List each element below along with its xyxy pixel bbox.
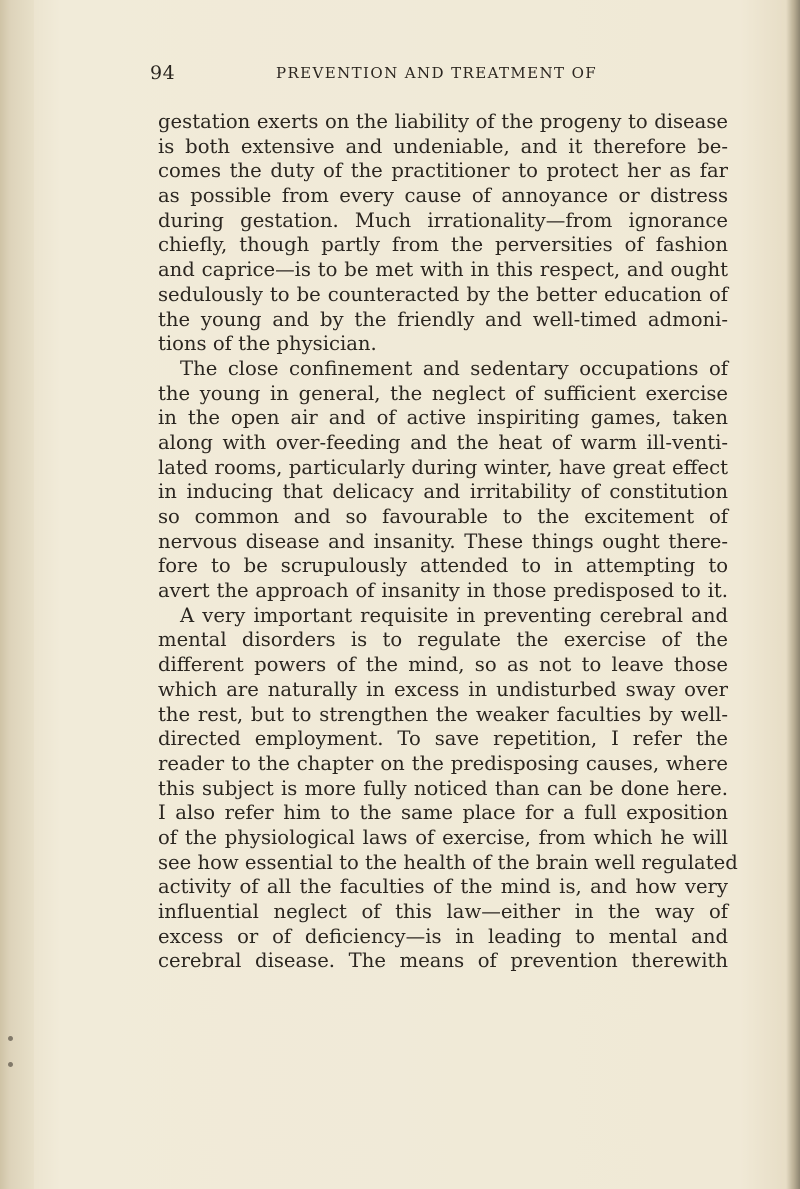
text-line: along with over-feeding and the heat of warm ill-venti- xyxy=(158,430,728,454)
text-line: chiefly, though partly from the perversities of fashion xyxy=(158,233,728,257)
text-line: mental disorders is to regulate the exercise of the xyxy=(158,628,728,652)
margin-mark xyxy=(8,1062,13,1067)
page-number: 94 xyxy=(150,62,176,84)
text-line: nervous disease and insanity. These things ought there- xyxy=(158,529,728,553)
page-gutter xyxy=(0,0,34,1189)
text-line: influential neglect of this law—either in the way of xyxy=(158,900,728,923)
text-line: excess or of deficiency—is in leading to mental and xyxy=(158,924,728,948)
text-line: in the open air and of active inspiriting games, taken xyxy=(158,406,728,430)
body-text xyxy=(158,110,738,974)
text-line: which are naturally in excess in undisturbed sway over xyxy=(158,677,728,701)
text-line: reader to the chapter on the predisposing causes, where xyxy=(158,751,728,775)
text-line: comes the duty of the practitioner to protect her as far xyxy=(158,159,728,183)
text-line: during gestation. Much irrationality—from ignorance xyxy=(158,208,728,232)
text-line: of the physiological laws of exercise, from which he will xyxy=(158,825,728,849)
text-line: as possible from every cause of annoyance or distress xyxy=(158,184,728,208)
margin-mark xyxy=(8,1036,13,1041)
page-header xyxy=(150,62,730,86)
text-line: I also refer him to the same place for a full exposition xyxy=(158,801,728,825)
text-line: tions of the physician. xyxy=(158,332,377,356)
text-line: is both extensive and undeniable, and it therefore be- xyxy=(158,134,728,158)
text-line: and caprice—is to be met with in this respect, and ought xyxy=(158,258,728,282)
text-line: see how essential to the health of the brain well regulated xyxy=(158,850,738,874)
text-line: fore to be scrupulously attended to in attempting to xyxy=(158,554,728,578)
text-line: The close confinement and sedentary occupations of xyxy=(180,356,728,380)
text-line: sedulously to be counteracted by the better education of xyxy=(158,282,728,306)
text-line: so common and so favourable to the excitement of xyxy=(158,505,728,528)
text-line: cerebral disease. The means of prevention therewith xyxy=(158,949,728,973)
text-line: lated rooms, particularly during winter, have great effect xyxy=(158,455,728,479)
text-line: in inducing that delicacy and irritability of constitution xyxy=(158,480,728,504)
text-line: this subject is more fully noticed than can be done here. xyxy=(158,776,728,800)
text-line: gestation exerts on the liability of the progeny to disease xyxy=(158,110,728,133)
text-line: different powers of the mind, so as not to leave those xyxy=(158,653,728,677)
running-head: PREVENTION AND TREATMENT OF xyxy=(276,64,598,82)
text-line: avert the approach of insanity in those predisposed to it. xyxy=(158,579,728,603)
text-line: directed employment. To save repetition, I refer the xyxy=(158,727,728,751)
page-edge xyxy=(786,0,800,1189)
text-line: the young and by the friendly and well-timed admoni- xyxy=(158,307,728,331)
text-line: A very important requisite in preventing cerebral and xyxy=(180,603,728,627)
text-line: activity of all the faculties of the mind is, and how very xyxy=(158,875,728,899)
text-line: the rest, but to strengthen the weaker faculties by well- xyxy=(158,702,728,726)
text-line: the young in general, the neglect of sufficient exercise xyxy=(158,381,728,405)
